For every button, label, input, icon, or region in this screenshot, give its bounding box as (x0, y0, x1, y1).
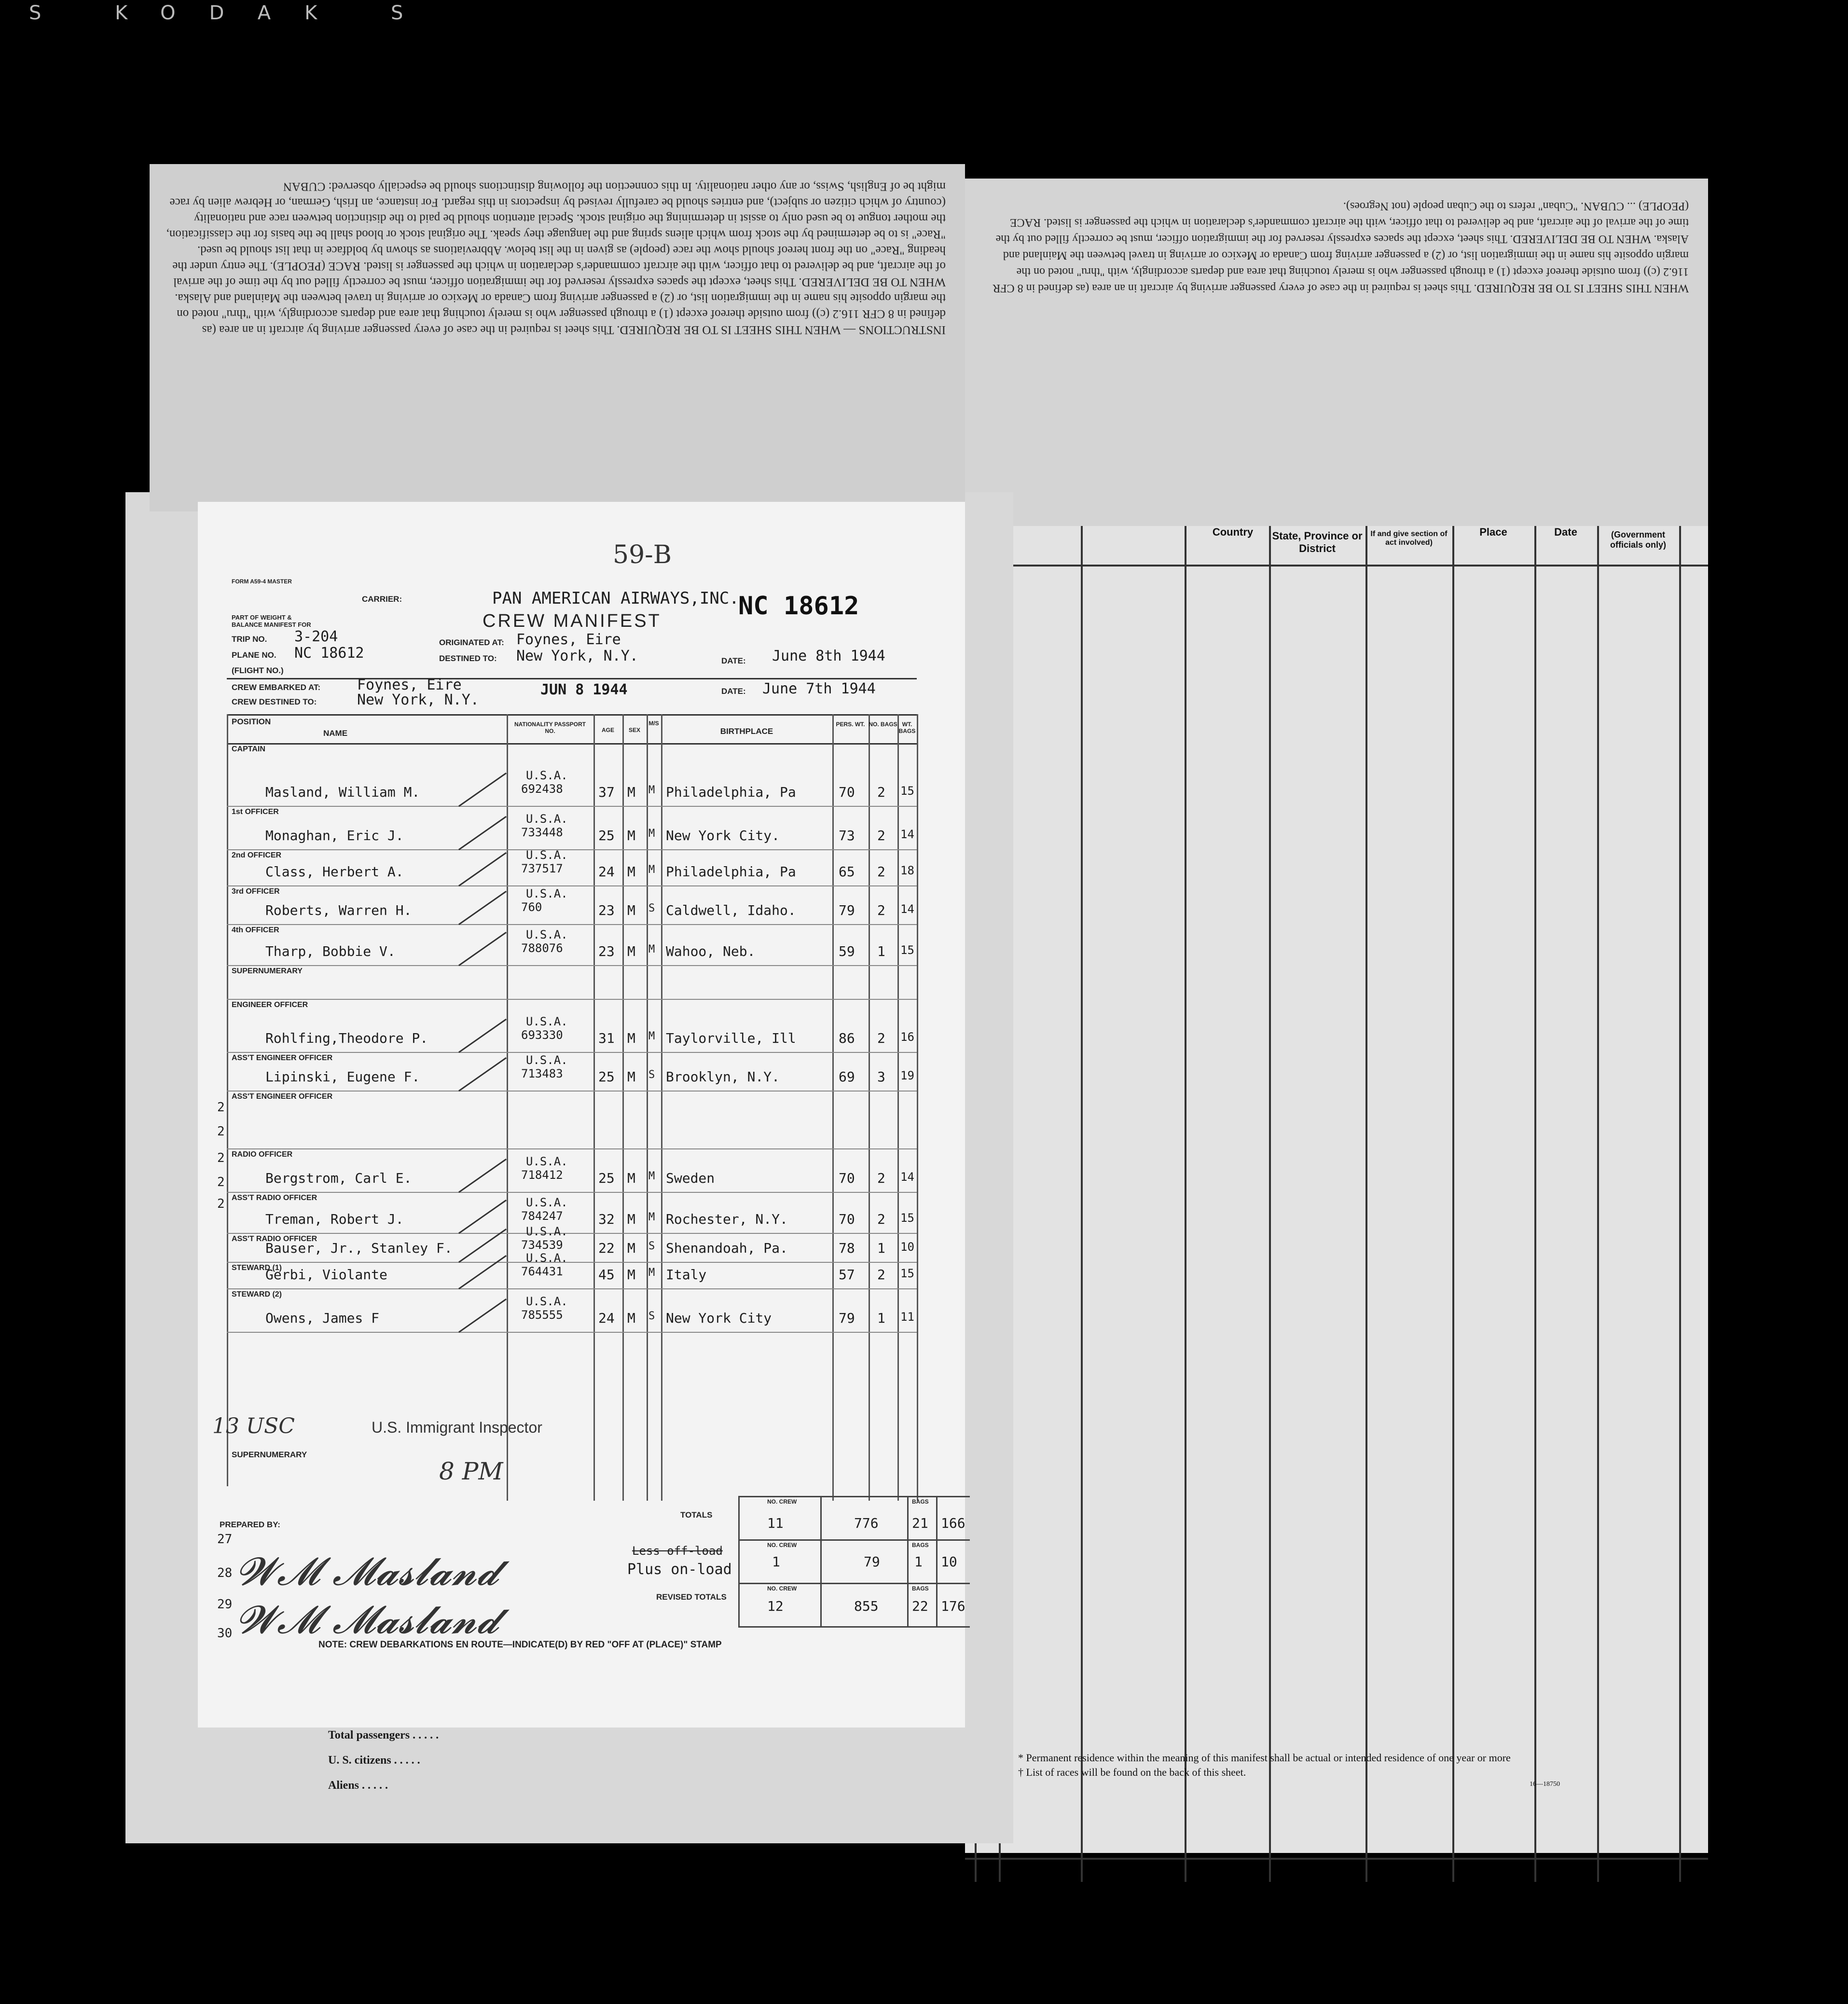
crew-bag-weight: 15 (900, 784, 914, 798)
crew-passport: 760 (521, 900, 542, 914)
crew-bag-weight: 14 (900, 902, 914, 916)
plus-crew-header: NO. CREW (767, 1542, 797, 1548)
right-col-header-act: If and give section of act involved) (1370, 530, 1448, 547)
crew-birthplace: Sweden (666, 1170, 715, 1186)
crew-weight: 65 (839, 864, 855, 880)
crew-nationality: U.S.A. (526, 1295, 568, 1308)
right-instructions-panel (965, 179, 1708, 526)
crew-age: 22 (598, 1240, 615, 1256)
right-col-header-date: Date (1554, 526, 1577, 538)
crew-weight: 86 (839, 1030, 855, 1046)
crew-bag-weight: 10 (900, 1240, 914, 1254)
nc-number: NC 18612 (738, 592, 859, 621)
crew-birthplace: New York City. (666, 828, 780, 843)
crew-marital: S (648, 902, 655, 914)
crew-age: 25 (598, 1069, 615, 1085)
check-mark (458, 1229, 507, 1263)
crew-age: 31 (598, 1030, 615, 1046)
col-header-ms: M/S (648, 720, 659, 727)
crew-birthplace: Italy (666, 1267, 707, 1283)
row-number: 2 (217, 1100, 225, 1115)
crew-birthplace: Philadelphia, Pa (666, 864, 796, 880)
check-mark (458, 1200, 507, 1234)
crew-birthplace: Caldwell, Idaho. (666, 902, 796, 918)
crew-row (227, 1091, 917, 1149)
row-number: 2 (217, 1197, 225, 1211)
crew-passport: 692438 (521, 782, 563, 796)
row-number: 28 (217, 1566, 233, 1580)
crew-sex: M (627, 1030, 635, 1046)
totals-bags: 21 (912, 1515, 928, 1531)
crew-nationality: U.S.A. (526, 928, 568, 941)
less-offload-label: Less off-load (632, 1544, 723, 1558)
crew-position: 1st OFFICER (232, 808, 279, 816)
col-header-no-bags: NO. BAGS (869, 721, 897, 728)
revised-bag-weight: 176 (941, 1598, 965, 1614)
crew-position: RADIO OFFICER (232, 1150, 293, 1159)
crew-name: Class, Herbert A. (265, 864, 404, 880)
manifest-title: CREW MANIFEST (483, 611, 662, 631)
crew-weight: 70 (839, 784, 855, 800)
totals-label: TOTALS (680, 1510, 713, 1520)
col-header-sex: SEX (628, 727, 640, 733)
crew-sex: M (627, 902, 635, 918)
crew-age: 25 (598, 828, 615, 843)
part-of-label: PART OF WEIGHT & BALANCE MANIFEST FOR (232, 614, 311, 628)
crew-name: Owens, James F (265, 1310, 380, 1326)
crew-row (227, 1288, 917, 1333)
crew-age: 37 (598, 784, 615, 800)
crew-marital: M (648, 1030, 655, 1042)
crew-position: SUPERNUMERARY (232, 967, 303, 975)
crew-position: ASS'T ENGINEER OFFICER (232, 1054, 333, 1062)
prepared-by-label: PREPARED BY: (220, 1520, 280, 1529)
crew-row (227, 849, 917, 886)
crew-birthplace: Taylorville, Ill (666, 1030, 796, 1046)
crew-row (227, 806, 917, 850)
crew-passport: 737517 (521, 862, 563, 875)
footnote-residence: * Permanent residence within the meaning of this manifest shall be actual or intended residence of one year or more (1018, 1752, 1511, 1764)
plus-bags: 1 (914, 1554, 923, 1570)
crew-bag-weight: 19 (900, 1069, 914, 1082)
footnote-races: † List of races will be found on the back of this sheet. (1018, 1766, 1246, 1778)
right-col-header-state: State, Province or District (1272, 530, 1363, 554)
crew-nationality: U.S.A. (526, 848, 568, 862)
crew-sex: M (627, 1211, 635, 1227)
file-stamp: 59-B (613, 540, 672, 569)
right-col-header-government: (Government officials only) (1610, 530, 1666, 550)
date-value: June 8th 1944 (772, 648, 885, 664)
captain-signature: 𝓦𝓜 𝓜𝓪𝓼𝓵𝓪𝓷𝓭 (236, 1549, 499, 1594)
crew-position: 2nd OFFICER (232, 851, 282, 859)
crew-passport: 713483 (521, 1067, 563, 1080)
embarked-label: CREW EMBARKED AT: (232, 683, 321, 692)
crew-birthplace: Shenandoah, Pa. (666, 1240, 788, 1256)
plane-label: PLANE NO. (232, 650, 276, 660)
row-number: 27 (217, 1532, 233, 1547)
crew-name: Treman, Robert J. (265, 1211, 404, 1227)
check-mark (458, 816, 507, 850)
passenger-totals (328, 1723, 439, 1798)
plus-bags-header: BAGS (912, 1542, 929, 1548)
crew-weight: 69 (839, 1069, 855, 1085)
crew-weight: 57 (839, 1267, 855, 1283)
crew-age: 24 (598, 864, 615, 880)
crew-passport: 788076 (521, 941, 563, 955)
crew-sex: M (627, 828, 635, 843)
row-number: 30 (217, 1626, 233, 1641)
crew-row (227, 885, 917, 925)
crew-nationality: U.S.A. (526, 1053, 568, 1067)
crew-marital: M (648, 784, 655, 796)
crew-marital: M (648, 943, 655, 955)
crew-nationality: U.S.A. (526, 769, 568, 782)
crew-position: 3rd OFFICER (232, 887, 280, 896)
carrier-name: PAN AMERICAN AIRWAYS,INC. (492, 589, 739, 608)
crew-position: STEWARD (1) (232, 1264, 282, 1272)
check-mark (458, 1159, 507, 1193)
crew-weight: 79 (839, 1310, 855, 1326)
col-header-position: POSITION (232, 717, 271, 726)
crew-name: Monaghan, Eric J. (265, 828, 404, 843)
col-header-nationality: NATIONALITY PASSPORT NO. (514, 721, 586, 734)
right-manifest-sheet (965, 179, 1708, 1853)
crew-nationality: U.S.A. (526, 1015, 568, 1028)
crew-birthplace: Philadelphia, Pa (666, 784, 796, 800)
totals-crew-header: NO. CREW (767, 1498, 797, 1505)
crew-marital: M (648, 828, 655, 840)
crew-sex: M (627, 1170, 635, 1186)
film-edge-marking: S KODAK S (29, 2, 437, 24)
crew-row (227, 1251, 917, 1289)
totals-weight: 776 (854, 1515, 879, 1531)
captain-signature-2: 𝓦𝓜 𝓜𝓪𝓼𝓵𝓪𝓷𝓭 (236, 1597, 499, 1642)
crew-birthplace: New York City (666, 1310, 772, 1326)
crew-marital: M (648, 1170, 655, 1182)
check-mark (458, 1299, 507, 1333)
crew-row (227, 1148, 917, 1193)
crew-position: ASS'T ENGINEER OFFICER (232, 1092, 333, 1101)
crew-weight: 59 (839, 943, 855, 959)
crew-bag-weight: 15 (900, 1267, 914, 1280)
right-col-header-place: Place (1479, 526, 1507, 538)
revised-bags: 22 (912, 1598, 928, 1614)
crew-name: Gerbi, Violante (265, 1267, 387, 1283)
total-passengers-label: Total passengers . . . . . (328, 1729, 439, 1741)
crew-manifest (198, 502, 965, 1728)
crew-name: Tharp, Bobbie V. (265, 943, 396, 959)
us-citizens-label: U. S. citizens . . . . . (328, 1754, 420, 1767)
col-header-birthplace: BIRTHPLACE (720, 727, 773, 736)
crew-row (227, 924, 917, 966)
originated-label: ORIGINATED AT: (439, 638, 504, 647)
totals-bags-header: BAGS (912, 1498, 929, 1505)
row-number: 2 (217, 1175, 225, 1189)
crew-bags: 2 (877, 1211, 885, 1227)
date-label: DATE: (721, 656, 746, 665)
crew-row (227, 965, 917, 1000)
totals-box (627, 1496, 970, 1626)
row-number: 29 (217, 1597, 233, 1612)
instructions-sheet (150, 164, 965, 511)
crew-weight: 73 (839, 828, 855, 843)
crew-bags: 2 (877, 828, 885, 843)
crew-name: Roberts, Warren H. (265, 902, 412, 918)
destined-value: New York, N.Y. (516, 648, 638, 664)
date2-value: June 7th 1944 (762, 680, 876, 697)
crew-age: 45 (598, 1267, 615, 1283)
crew-bags: 2 (877, 1267, 885, 1283)
revised-crew: 12 (767, 1598, 784, 1614)
crew-birthplace: Wahoo, Neb. (666, 943, 756, 959)
crew-passport: 784247 (521, 1209, 563, 1223)
right-sheet-grid (965, 526, 1708, 1882)
col-header-pers-wt: PERS. WT. (836, 721, 865, 728)
crew-name: Rohlfing,Theodore P. (265, 1030, 428, 1046)
crew-position: 4th OFFICER (232, 926, 279, 934)
destined-label: DESTINED TO: (439, 654, 497, 663)
crew-sex: M (627, 943, 635, 959)
footnote-form-code: 16—18750 (1530, 1781, 1560, 1788)
instructions-text: INSTRUCTIONS — WHEN THIS SHEET IS TO BE REQUIRED. This sheet is required in the case of every passenger arriving by aircraft in an area (as defined in 8 CFR 116.2 (c)) from outside thereof except (1) a through passenger who is merely touching that area and departs accordingly, with "thru" noted on the margin opposite his name in the immigration list, or (2) a passenger arriving from Canada or Mexico or arriving in travel between the Mainland and Alaska. WHEN TO BE DELIVERED. This sheet, except the spaces expressly reserved for the immigration officer, must be correctly filled out by the time of the arrival of the aircraft, and be delivered to that officer, with the aircraft commander's declaration in which the passenger is listed. RACE (PEOPLE). The entry under the heading "Race" on the front hereof should show the race (people) as given in the list below. Abbreviations as shown by boldface in that list should be used. "Race" is to be determined by the stock from which aliens spring and the language they speak. The original stock or blood shall be the basis for the classification, the mother tongue to be used only to assist in determining the original stock. Special attention should be paid to the distinction between race and nationality (country of which citizen or subject), and entries should be carefully revised by inspectors in this regard. For instance, an Irish, German, or Hebrew alien by race might be of English, Swiss, or any other nationality. In this connection the following distinctions should be especially observed: CUBAN (166, 180, 946, 336)
crew-row (227, 1052, 917, 1092)
crew-position: ASS'T RADIO OFFICER (232, 1235, 317, 1243)
crew-row (227, 999, 917, 1053)
crew-bag-weight: 14 (900, 828, 914, 841)
originated-value: Foynes, Eire (516, 631, 621, 648)
crew-sex: M (627, 1069, 635, 1085)
col-header-name: NAME (323, 729, 348, 738)
crew-position: STEWARD (2) (232, 1290, 282, 1299)
check-mark (458, 1019, 507, 1053)
crew-bags: 1 (877, 943, 885, 959)
revised-totals-label: REVISED TOTALS (656, 1592, 727, 1602)
crew-age: 32 (598, 1211, 615, 1227)
crew-name: Lipinski, Eugene F. (265, 1069, 420, 1085)
crew-weight: 78 (839, 1240, 855, 1256)
crew-bags: 3 (877, 1069, 885, 1085)
crew-nationality: U.S.A. (526, 1196, 568, 1209)
revised-crew-header: NO. CREW (767, 1585, 797, 1592)
row-number: 2 (217, 1151, 225, 1165)
revised-weight: 855 (854, 1598, 879, 1614)
crew-nationality: U.S.A. (526, 1155, 568, 1168)
crew-weight: 70 (839, 1211, 855, 1227)
check-mark (458, 852, 507, 886)
crew-row (227, 743, 917, 807)
crew-passport: 764431 (521, 1265, 563, 1278)
plus-bag-weight: 10 (941, 1554, 957, 1570)
crew-bag-weight: 15 (900, 943, 914, 957)
crew-bags: 2 (877, 1030, 885, 1046)
plus-crew: 1 (772, 1554, 780, 1570)
crew-sex: M (627, 1310, 635, 1326)
col-header-age: AGE (601, 727, 614, 733)
crew-passport: 733448 (521, 826, 563, 839)
inspector-note: 13 USC (212, 1414, 295, 1438)
crew-bags: 2 (877, 902, 885, 918)
crew-nationality: U.S.A. (526, 1225, 568, 1238)
crew-name: Bergstrom, Carl E. (265, 1170, 412, 1186)
date2-label: DATE: (721, 687, 746, 696)
right-instructions-text: WHEN THIS SHEET IS TO BE REQUIRED. This sheet is required in the case of every passenger arriving by aircraft in an area (as defined in 8 CFR 116.2 (c)) from outside thereof except (1) a through passenger who is merely touching that area and departs accordingly, with "thru" noted on the margin opposite his name in the immigration list, or (2) a passenger arriving from Canada or Mexico or arriving in travel between the Mainland and Alaska. WHEN TO BE DELIVERED. This sheet, except the spaces expressly reserved for the immigration officer, must be correctly filled out by the time of the arrival of the aircraft, and be delivered to that officer, with the aircraft commander's declaration in which the passenger is listed. RACE (PEOPLE) ... CUBAN. "Cuban" refers to the Cuban people (not Negroes). (993, 200, 1689, 294)
plane-number: NC 18612 (294, 645, 364, 662)
crew-birthplace: Rochester, N.Y. (666, 1211, 788, 1227)
crew-age: 24 (598, 1310, 615, 1326)
plus-weight: 79 (864, 1554, 880, 1570)
crew-age: 23 (598, 902, 615, 918)
crew-passport: 785555 (521, 1308, 563, 1322)
crew-marital: S (648, 1069, 655, 1081)
crew-position: CAPTAIN (232, 745, 265, 753)
debarkation-note: NOTE: CREW DEBARKATIONS EN ROUTE—INDICATE(D) BY RED "OFF AT (PLACE)" STAMP (318, 1640, 722, 1650)
crew-name: Bauser, Jr., Stanley F. (265, 1240, 453, 1256)
crew-birthplace: Brooklyn, N.Y. (666, 1069, 780, 1085)
arrival-date-stamp: JUN 8 1944 (540, 681, 628, 698)
crew-marital: M (648, 1211, 655, 1223)
crew-row (227, 1225, 917, 1263)
check-mark (458, 932, 507, 966)
flight-label: (FLIGHT NO.) (232, 666, 284, 675)
supernumerary-label: SUPERNUMERARY (232, 1450, 307, 1459)
crew-name: Masland, William M. (265, 784, 420, 800)
check-mark (458, 1057, 507, 1092)
crew-sex: M (627, 864, 635, 880)
carrier-label: CARRIER: (362, 594, 402, 604)
crew-marital: S (648, 1240, 655, 1252)
crew-passport: 718412 (521, 1168, 563, 1182)
crew-weight: 70 (839, 1170, 855, 1186)
plus-onload-label: Plus on-load (627, 1561, 732, 1578)
totals-crew: 11 (767, 1515, 784, 1531)
crew-passport: 693330 (521, 1028, 563, 1042)
crew-bag-weight: 11 (900, 1310, 914, 1324)
crew-passport: 734539 (521, 1238, 563, 1252)
totals-bag-weight: 166 (941, 1515, 965, 1531)
crew-sex: M (627, 784, 635, 800)
crew-bag-weight: 15 (900, 1211, 914, 1225)
crew-nationality: U.S.A. (526, 812, 568, 826)
crew-bags: 1 (877, 1240, 885, 1256)
crew-marital: S (648, 1310, 655, 1322)
row-number: 2 (217, 1124, 225, 1139)
crew-row (227, 1192, 917, 1234)
check-mark (458, 891, 507, 925)
crew-age: 23 (598, 943, 615, 959)
trip-number: 3-204 (294, 628, 338, 645)
crew-sex: M (627, 1240, 635, 1256)
crew-destined-value: New York, N.Y. (357, 691, 479, 708)
crew-nationality: U.S.A. (526, 887, 568, 900)
embarked-value: Foynes, Eire (357, 677, 462, 693)
crew-bags: 2 (877, 1170, 885, 1186)
crew-destined-label: CREW DESTINED TO: (232, 697, 317, 706)
crew-nationality: U.S.A. (526, 1251, 568, 1265)
inspector-title: U.S. Immigrant Inspector (372, 1419, 542, 1436)
crew-bag-weight: 16 (900, 1030, 914, 1044)
crew-bags: 2 (877, 864, 885, 880)
crew-bag-weight: 18 (900, 864, 914, 877)
crew-age: 25 (598, 1170, 615, 1186)
inspector-time: 8 PM (439, 1457, 503, 1485)
revised-bags-header: BAGS (912, 1585, 929, 1592)
crew-marital: M (648, 1267, 655, 1279)
form-number: FORM A59-4 MASTER (232, 578, 292, 585)
aliens-label: Aliens . . . . . (328, 1779, 388, 1792)
crew-position: ASS'T RADIO OFFICER (232, 1194, 317, 1202)
crew-bags: 1 (877, 1310, 885, 1326)
crew-sex: M (627, 1267, 635, 1283)
right-col-header-country: Country (1212, 526, 1254, 538)
crew-bags: 2 (877, 784, 885, 800)
col-header-wt-bags: WT. BAGS (898, 721, 916, 734)
trip-label: TRIP NO. (232, 635, 267, 644)
crew-bag-weight: 14 (900, 1170, 914, 1184)
crew-weight: 79 (839, 902, 855, 918)
check-mark (458, 773, 507, 807)
crew-position: ENGINEER OFFICER (232, 1001, 308, 1009)
crew-marital: M (648, 864, 655, 876)
